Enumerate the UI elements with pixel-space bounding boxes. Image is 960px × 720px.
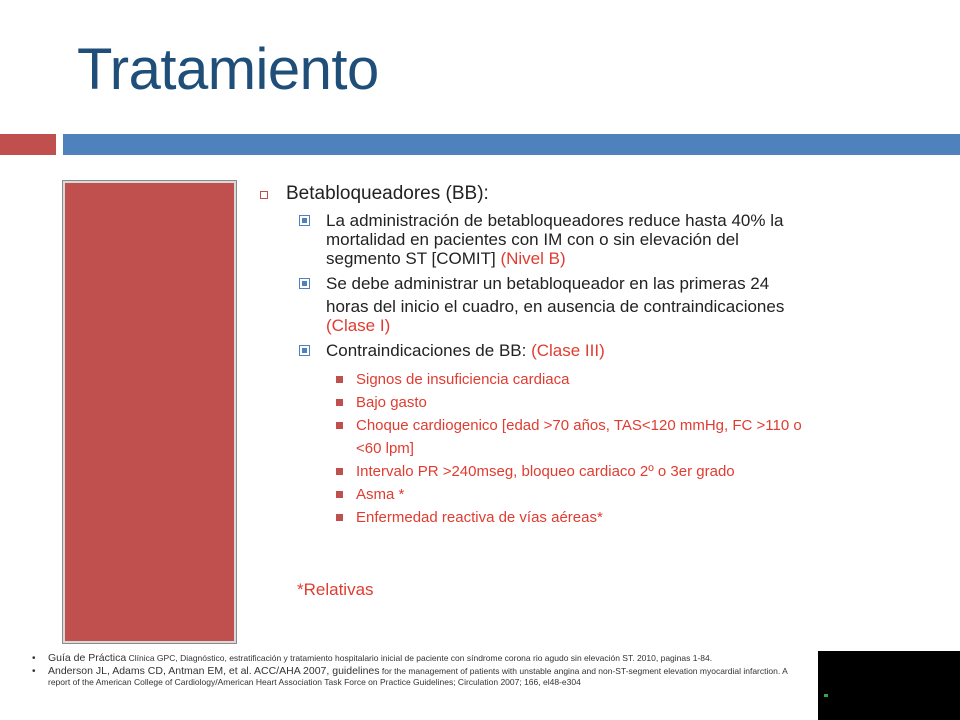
filled-square-bullet-icon (336, 376, 343, 383)
contraindication-item: Signos de insuficiencia cardiaca (256, 370, 926, 389)
bullet-dot-icon: • (32, 666, 36, 677)
bullet-dot-icon: • (32, 653, 36, 664)
contraindication-item: Choque cardiogenico [edad >70 años, TAS<120 mmHg, FC >110 o <60 lpm] (256, 416, 926, 458)
contraindication-item: Asma * (256, 485, 926, 504)
contraindication-item: Enfermedad reactiva de vías aéreas* (256, 508, 926, 527)
recommendation-class-iii: (Clase III) (531, 341, 605, 360)
reference-item: • Anderson JL, Adams CD, Antman EM, et al. ACC/AHA 2007, guidelines for the management of patients with unstable angina and non-ST-segment elevation myocardial infarction. A report of the American College of Cardiology/American Heart Association Task Force on Practice Guidelines; Circulation 2007; 166, el48-e304 (32, 665, 788, 687)
point2-line2: horas del inicio el cuadro, en ausencia de contraindicaciones (326, 297, 785, 316)
media-indicator-icon (824, 694, 828, 697)
slide-title: Tratamiento (77, 37, 379, 102)
filled-square-bullet-icon (336, 422, 343, 429)
references (30, 653, 810, 690)
point3-text: Contraindicaciones de BB: (326, 341, 532, 360)
square-bullet-icon (300, 346, 309, 355)
square-bullet-icon (300, 279, 309, 288)
contraindication-item: Bajo gasto (256, 393, 926, 412)
evidence-level-b: (Nivel B) (500, 249, 566, 268)
point1-line1: La administración de betabloqueadores reduce hasta 40% la (326, 211, 784, 230)
reference-item: • Guía de Práctica Clínica GPC, Diagnóstico, estratificación y tratamiento hospitalario inicial de paciente con síndrome corona rio agudo sin elevación ST. 2010, paginas 1-84. (32, 652, 713, 664)
hollow-square-bullet-icon (260, 191, 268, 199)
point1-line2: mortalidad en pacientes con IM con o sin elevación del (326, 230, 739, 249)
point-mortality (256, 211, 926, 268)
heading-item (256, 183, 926, 205)
point1-line3 (326, 249, 926, 268)
embedded-media-thumbnail[interactable] (818, 651, 960, 720)
square-bullet-icon (300, 216, 309, 225)
point2-line1: Se debe administrar un betabloqueador en las primeras 24 (326, 274, 770, 293)
side-image-placeholder (62, 180, 237, 644)
recommendation-class-i: (Clase I) (326, 316, 391, 335)
title-accent-bar-red (0, 134, 56, 155)
point1-line3-text: segmento ST [COMIT] (326, 249, 501, 268)
relative-note: *Relativas (297, 580, 374, 599)
point-contraindications (256, 341, 926, 360)
filled-square-bullet-icon (336, 514, 343, 521)
point-timing (256, 274, 926, 335)
filled-square-bullet-icon (336, 491, 343, 498)
filled-square-bullet-icon (336, 399, 343, 406)
filled-square-bullet-icon (336, 468, 343, 475)
title-accent-bar-blue (63, 134, 960, 155)
slide-content (256, 183, 926, 531)
contraindication-item: Intervalo PR >240mseg, bloqueo cardiaco 2º o 3er grado (256, 462, 926, 481)
heading-text: Betabloqueadores (BB): (286, 183, 489, 204)
